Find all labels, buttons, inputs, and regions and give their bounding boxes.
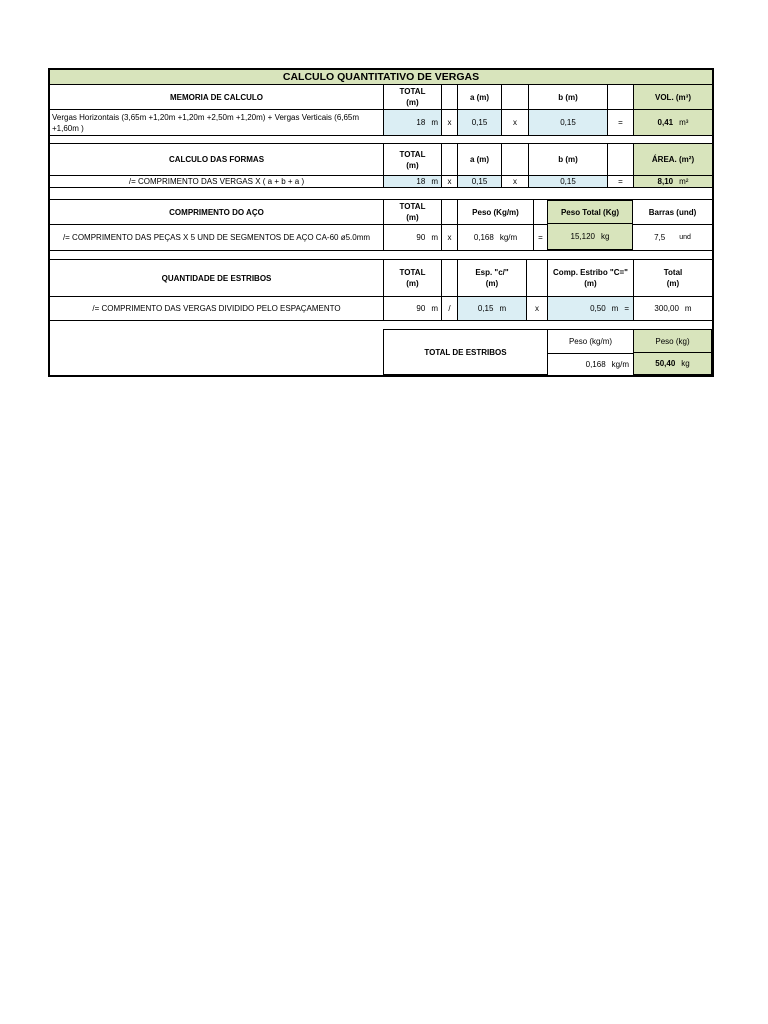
s3-spacer-1	[441, 200, 457, 224]
s4-col-total2: Total (m)	[633, 260, 712, 296]
s1-vol-value: 0,41 m³	[633, 109, 712, 135]
s2-op-times-2: x	[501, 175, 528, 187]
s2-label: CALCULO DAS FORMAS	[168, 155, 265, 164]
s3-spacer-2	[533, 200, 547, 224]
s3-col-barras: Barras (und)	[648, 207, 697, 217]
s2-description: /= COMPRIMENTO DAS VERGAS X ( a + b + a )	[50, 175, 383, 187]
s4-total-value: 90 m	[383, 296, 441, 320]
s3-col-peso-total: Peso Total (Kg)	[547, 200, 633, 224]
s3-op-times: x	[441, 224, 457, 250]
s2-spacer-2	[501, 144, 528, 175]
s2-op-times-1: x	[441, 175, 457, 187]
s2-spacer-3	[607, 144, 633, 175]
s5-col-peso: Peso (kg/m)	[547, 329, 633, 353]
divider	[50, 250, 712, 251]
s2-col-total: TOTAL (m)	[383, 144, 441, 175]
s1-spacer-1	[441, 85, 457, 109]
s3-label: COMPRIMENTO DO AÇO	[169, 207, 264, 217]
s2-spacer-1	[441, 144, 457, 175]
quantitative-sheet	[48, 68, 714, 377]
s4-label: QUANTIDADE DE ESTRIBOS	[161, 273, 272, 283]
s4-description: /= COMPRIMENTO DAS VERGAS DIVIDIDO PELO ESPAÇAMENTO	[50, 296, 383, 320]
s1-spacer-2	[501, 85, 528, 109]
divider	[50, 320, 712, 321]
s2-col-area: ÁREA. (m²)	[633, 144, 712, 175]
s1-total-value: 18 m	[383, 109, 441, 135]
s4-spacer-1	[441, 260, 457, 296]
s3-description: /= COMPRIMENTO DAS PEÇAS X 5 UND DE SEGMENTOS DE AÇO CA-60 ø5.0mm	[50, 224, 383, 250]
s1-spacer-3	[607, 85, 633, 109]
s4-comp-value: 0,50 m =	[547, 296, 633, 320]
s4-col-comp: Comp. Estribo "C=" (m)	[547, 260, 633, 296]
s3-col-peso: Peso (Kg/m)	[457, 200, 533, 224]
s1-a-value: 0,15	[457, 109, 501, 135]
s2-op-equals: =	[607, 175, 633, 187]
s3-col-total: TOTAL (m)	[383, 200, 441, 224]
s1-col-total: TOTAL (m)	[383, 85, 441, 109]
s4-esp-value: 0,15 m	[457, 296, 526, 320]
s4-op-times: x	[526, 296, 547, 320]
s1-description: Vergas Horizontais (3,65m +1,20m +1,20m +2,50m +1,20m) + Vergas Verticais (6,65m +1,60m )	[50, 109, 383, 135]
s5-label: TOTAL DE ESTRIBOS	[383, 329, 547, 375]
s2-area-value: 8,10 m²	[633, 175, 712, 187]
s5-col-peso2: Peso (kg)	[633, 329, 712, 353]
s4-op-divide: /	[441, 296, 457, 320]
s2-b-value: 0,15	[528, 175, 607, 187]
divider	[50, 135, 712, 136]
s1-label: MEMORIA DE CALCULO	[169, 92, 264, 102]
s3-peso-value: 0,168 kg/m	[457, 224, 533, 250]
s4-total2-value: 300,00 m	[633, 296, 712, 320]
s2-a-value: 0,15	[457, 175, 501, 187]
s2-col-b: b (m)	[528, 144, 607, 175]
s1-col-vol: VOL. (m³)	[633, 85, 712, 109]
sheet-title: CALCULO QUANTITATIVO DE VERGAS	[50, 70, 712, 85]
s3-barras-value: 7,5 und	[633, 224, 712, 250]
s1-col-a: a (m)	[457, 85, 501, 109]
s4-col-total: TOTAL (m)	[383, 260, 441, 296]
s1-op-equals: =	[607, 109, 633, 135]
s4-spacer-2	[526, 260, 547, 296]
s4-col-esp: Esp. "c/" (m)	[457, 260, 526, 296]
s1-op-times-1: x	[441, 109, 457, 135]
s3-total-value: 90 m	[383, 224, 441, 250]
s2-col-a: a (m)	[457, 144, 501, 175]
divider	[50, 187, 712, 188]
s5-peso-value: 0,168 kg/m	[547, 353, 633, 375]
s3-op-equals: =	[533, 224, 547, 250]
s1-b-value: 0,15	[528, 109, 607, 135]
s1-op-times-2: x	[501, 109, 528, 135]
s5-peso2-value: 50,40 kg	[633, 352, 712, 375]
s3-peso-total-value: 15,120 kg	[547, 223, 633, 250]
s1-col-b: b (m)	[528, 85, 607, 109]
s2-total-value: 18 m	[383, 175, 441, 187]
